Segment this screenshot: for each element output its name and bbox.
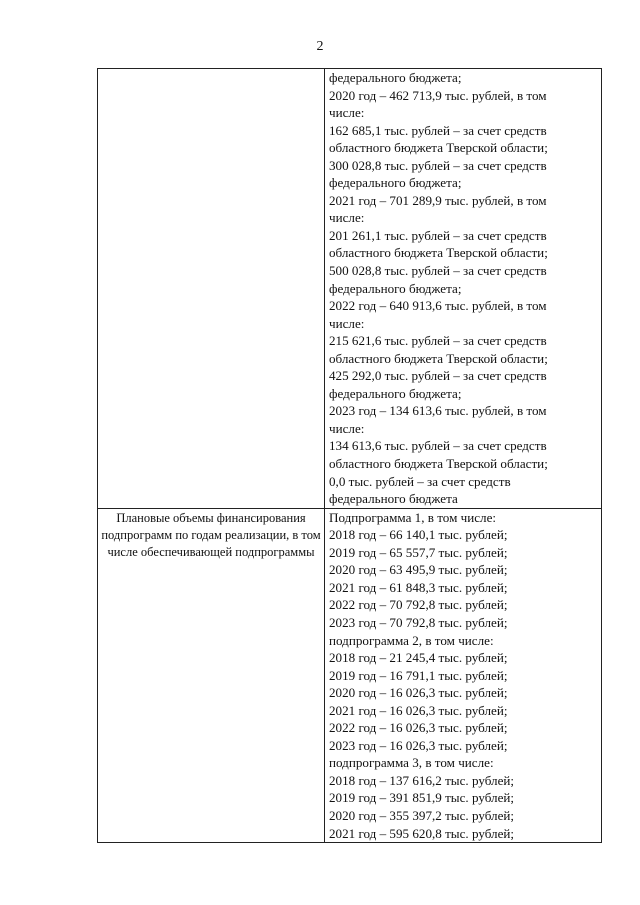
value-line: 201 261,1 тыс. рублей – за счет средств [329, 227, 547, 243]
value-line: 2020 год – 355 397,2 тыс. рублей; [329, 807, 515, 823]
value-line: подпрограмма 3, в том числе: [329, 755, 494, 771]
value-line: 2019 год – 16 791,1 тыс. рублей; [329, 667, 508, 683]
value-line: 2018 год – 66 140,1 тыс. рублей; [329, 527, 508, 543]
value-line: 500 028,8 тыс. рублей – за счет средств [329, 263, 547, 279]
value-line: 2022 год – 640 913,6 тыс. рублей, в том [329, 298, 547, 314]
value-line: федерального бюджета; [329, 175, 462, 191]
value-line: числе: [329, 105, 365, 121]
value-line: 300 028,8 тыс. рублей – за счет средств [329, 157, 547, 173]
value-line: областного бюджета Тверской области; [329, 245, 548, 261]
passport-table [97, 68, 602, 843]
row-value-lines [325, 509, 601, 842]
row-label: Плановые объемы финансирования подпрограмм по годам реализации, в том числе обеспечивающей подпрограммы [101, 510, 321, 560]
value-line: 2019 год – 65 557,7 тыс. рублей; [329, 544, 508, 560]
value-line: числе: [329, 315, 365, 331]
row-value-cell [325, 69, 602, 509]
value-line: 2021 год – 595 620,8 тыс. рублей; [329, 825, 515, 841]
value-line: 425 292,0 тыс. рублей – за счет средств [329, 368, 547, 384]
row-value-cell [325, 508, 602, 842]
value-line: областного бюджета Тверской области; [329, 350, 548, 366]
row-label-cell [98, 508, 325, 842]
value-line: подпрограмма 2, в том числе: [329, 632, 494, 648]
value-line: 2023 год – 16 026,3 тыс. рублей; [329, 737, 508, 753]
value-line: 2018 год – 137 616,2 тыс. рублей; [329, 772, 515, 788]
table-row [98, 508, 602, 842]
value-line: 0,0 тыс. рублей – за счет средств [329, 473, 511, 489]
value-line: федерального бюджета [329, 491, 458, 507]
value-line: федерального бюджета; [329, 385, 462, 401]
value-line: Подпрограмма 1, в том числе: [329, 509, 497, 525]
value-line: 2018 год – 21 245,4 тыс. рублей; [329, 650, 508, 666]
page-number: 2 [316, 39, 324, 54]
value-line: 134 613,6 тыс. рублей – за счет средств [329, 438, 547, 454]
value-line: областного бюджета Тверской области; [329, 456, 548, 472]
table-row [98, 69, 602, 509]
value-line: 2020 год – 63 495,9 тыс. рублей; [329, 562, 508, 578]
value-line: 2021 год – 16 026,3 тыс. рублей; [329, 702, 508, 718]
value-line: 2021 год – 701 289,9 тыс. рублей, в том [329, 192, 547, 208]
value-line: 162 685,1 тыс. рублей – за счет средств [329, 122, 547, 138]
value-line: 2021 год – 61 848,3 тыс. рублей; [329, 579, 508, 595]
value-line: областного бюджета Тверской области; [329, 140, 548, 156]
value-line: 2022 год – 16 026,3 тыс. рублей; [329, 720, 508, 736]
value-line: 2022 год – 70 792,8 тыс. рублей; [329, 597, 508, 613]
value-line: 2019 год – 391 851,9 тыс. рублей; [329, 790, 515, 806]
value-line: числе: [329, 420, 365, 436]
value-line: 2023 год – 70 792,8 тыс. рублей; [329, 614, 508, 630]
value-line: 2020 год – 16 026,3 тыс. рублей; [329, 685, 508, 701]
value-line: федерального бюджета; [329, 280, 462, 296]
value-line: 2023 год – 134 613,6 тыс. рублей, в том [329, 403, 547, 419]
row-label [98, 69, 324, 70]
value-line: числе: [329, 210, 365, 226]
row-label-cell [98, 69, 325, 509]
value-line: федерального бюджета; [329, 70, 462, 85]
row-value-lines [325, 69, 601, 508]
value-line: 215 621,6 тыс. рублей – за счет средств [329, 333, 547, 349]
value-line: 2020 год – 462 713,9 тыс. рублей, в том [329, 87, 547, 103]
